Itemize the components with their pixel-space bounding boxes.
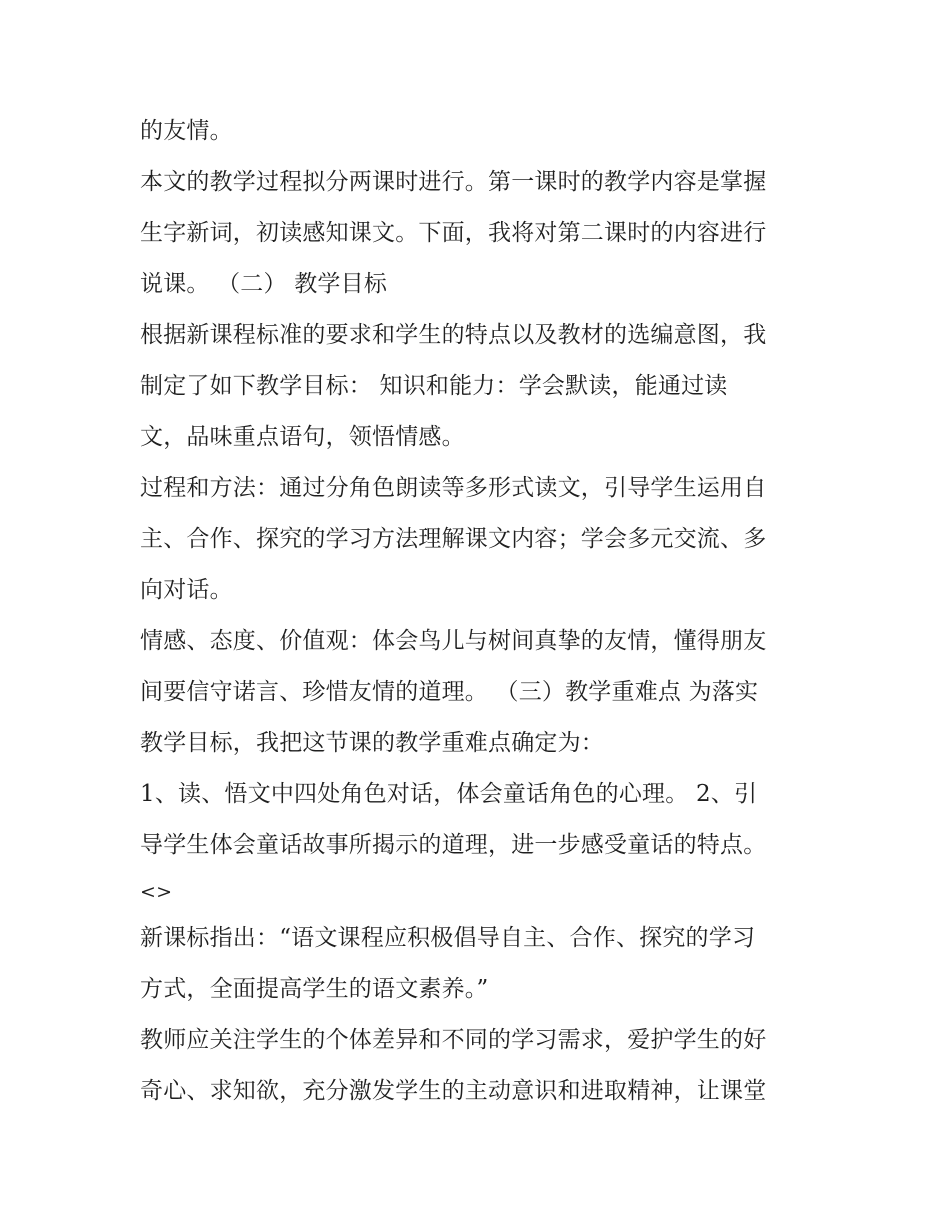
text-line: 方式，全面提高学生的语文素养。”	[140, 976, 489, 1002]
text-line: 本文的教学过程拟分两课时进行。第一课时的教学内容是掌握	[140, 169, 767, 195]
text-line: 的友情。	[140, 118, 233, 144]
text-line: 教学目标，我把这节课的教学重难点确定为：	[140, 730, 604, 756]
text-line: 新课标指出：“语文课程应积极倡导自主、合作、探究的学习	[140, 925, 756, 951]
text-line: 根据新课程标准的要求和学生的特点以及教材的选编意图，我	[140, 322, 767, 348]
text-line: 制定了如下教学目标： 知识和能力：学会默读，能通过读	[140, 373, 728, 399]
text-line: 1、读、悟文中四处角色对话，体会童话角色的心理。 2、引	[140, 781, 758, 807]
text-line: 导学生体会童话故事所揭示的道理，进一步感受童话的特点。	[140, 832, 767, 858]
text-line: 过程和方法：通过分角色朗读等多形式读文，引导学生运用自	[140, 475, 767, 501]
section-heading-line: 间要信守诺言、珍惜友情的道理。 （三）教学重难点 为落实	[140, 679, 759, 705]
text-line: 生字新词，初读感知课文。下面，我将对第二课时的内容进行	[140, 220, 767, 246]
text-line: 文，品味重点语句，领悟情感。	[140, 424, 465, 450]
text-line: 主、合作、探究的学习方法理解课文内容；学会多元交流、多	[140, 526, 767, 552]
placeholder-marker: <>	[140, 881, 173, 903]
text-line: 向对话。	[140, 577, 233, 603]
text-line: 教师应关注学生的个体差异和不同的学习需求，爱护学生的好	[140, 1027, 767, 1053]
section-heading-line: 说课。 （二） 教学目标	[140, 271, 388, 297]
text-line: 奇心、求知欲，充分激发学生的主动意识和进取精神，让课堂	[140, 1078, 767, 1104]
body-text	[140, 106, 830, 1117]
text-line: 情感、态度、价值观：体会鸟儿与树间真挚的友情，懂得朋友	[140, 628, 767, 654]
